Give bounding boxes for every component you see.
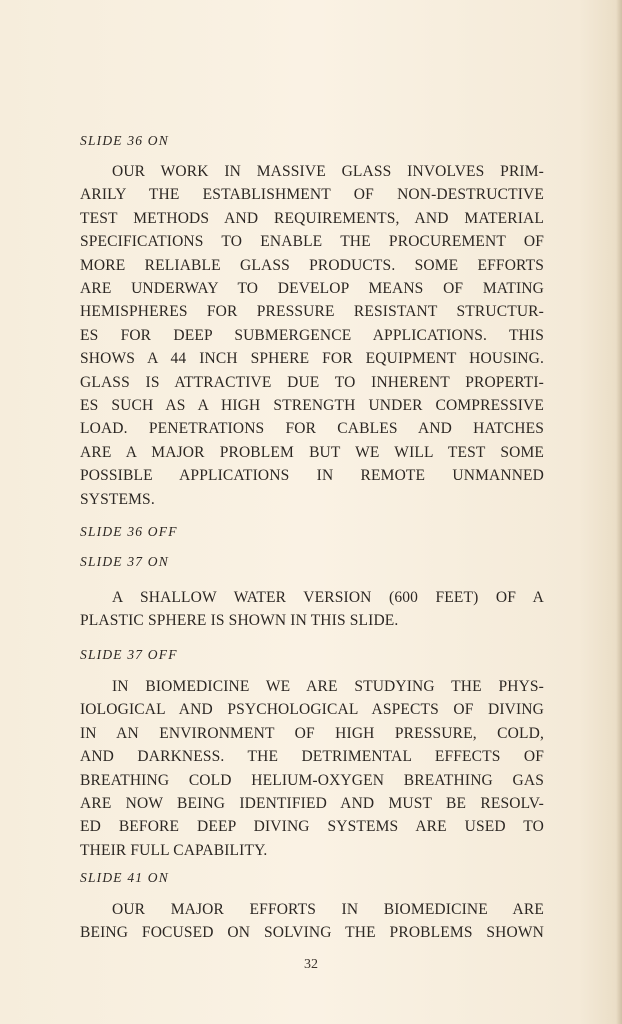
slide-cue-37-off: SLIDE 37 OFF <box>80 647 178 662</box>
text-line: ED BEFORE DEEP DIVING SYSTEMS ARE USED TO <box>80 818 544 836</box>
text-line: ES SUCH AS A HIGH STRENGTH UNDER COMPRESSIVE <box>80 397 544 415</box>
slide-cue-36-on: SLIDE 36 ON <box>80 133 169 148</box>
text-line: IN BIOMEDICINE WE ARE STUDYING THE PHYS- <box>112 678 544 695</box>
text-line: OUR MAJOR EFFORTS IN BIOMEDICINE ARE <box>112 901 544 918</box>
text-line: AND DARKNESS. THE DETRIMENTAL EFFECTS OF <box>80 748 544 766</box>
text-line: LOAD. PENETRATIONS FOR CABLES AND HATCHES <box>80 420 544 438</box>
paragraph-shallow-water <box>80 586 544 633</box>
paragraph-massive-glass <box>80 160 544 511</box>
text-line: THEIR FULL CAPABILITY. <box>80 841 268 859</box>
slide-cue-37-on: SLIDE 37 ON <box>80 554 169 569</box>
text-line: ARE NOW BEING IDENTIFIED AND MUST BE RESOLV- <box>80 795 544 813</box>
text-line: ARE A MAJOR PROBLEM BUT WE WILL TEST SOME <box>80 443 544 461</box>
text-line: ARE UNDERWAY TO DEVELOP MEANS OF MATING <box>80 280 544 298</box>
slide-cue-41-on: SLIDE 41 ON <box>80 870 169 885</box>
text-line: BREATHING COLD HELIUM-OXYGEN BREATHING GAS <box>80 771 544 789</box>
text-line: PLASTIC SPHERE IS SHOWN IN THIS SLIDE. <box>80 612 399 630</box>
paragraph-biomedicine <box>80 675 544 862</box>
page-number: 32 <box>304 957 318 972</box>
text-line: A SHALLOW WATER VERSION (600 FEET) OF A <box>112 589 544 606</box>
text-line: ES FOR DEEP SUBMERGENCE APPLICATIONS. THIS <box>80 326 544 344</box>
text-line: ARILY THE ESTABLISHMENT OF NON-DESTRUCTIVE <box>80 186 544 204</box>
text-line: SHOWS A 44 INCH SPHERE FOR EQUIPMENT HOUSING. <box>80 350 544 368</box>
text-line: MORE RELIABLE GLASS PRODUCTS. SOME EFFORTS <box>80 256 544 274</box>
text-line: POSSIBLE APPLICATIONS IN REMOTE UNMANNED <box>80 467 544 485</box>
text-line: SYSTEMS. <box>80 490 155 508</box>
text-line: OUR WORK IN MASSIVE GLASS INVOLVES PRIM- <box>112 163 544 180</box>
text-line: BEING FOCUSED ON SOLVING THE PROBLEMS SHOWN <box>80 924 544 942</box>
text-line: IOLOGICAL AND PSYCHOLOGICAL ASPECTS OF DIVING <box>80 701 544 719</box>
paragraph-major-efforts <box>80 898 544 945</box>
text-line: SPECIFICATIONS TO ENABLE THE PROCUREMENT OF <box>80 233 544 251</box>
page-edge-shadow <box>616 0 622 1024</box>
text-line: IN AN ENVIRONMENT OF HIGH PRESSURE, COLD, <box>80 724 544 742</box>
text-line: TEST METHODS AND REQUIREMENTS, AND MATERIAL <box>80 209 544 227</box>
text-line: HEMISPHERES FOR PRESSURE RESISTANT STRUCTUR- <box>80 303 544 321</box>
slide-cue-36-off: SLIDE 36 OFF <box>80 524 178 539</box>
text-line: GLASS IS ATTRACTIVE DUE TO INHERENT PROPERTI- <box>80 373 544 391</box>
